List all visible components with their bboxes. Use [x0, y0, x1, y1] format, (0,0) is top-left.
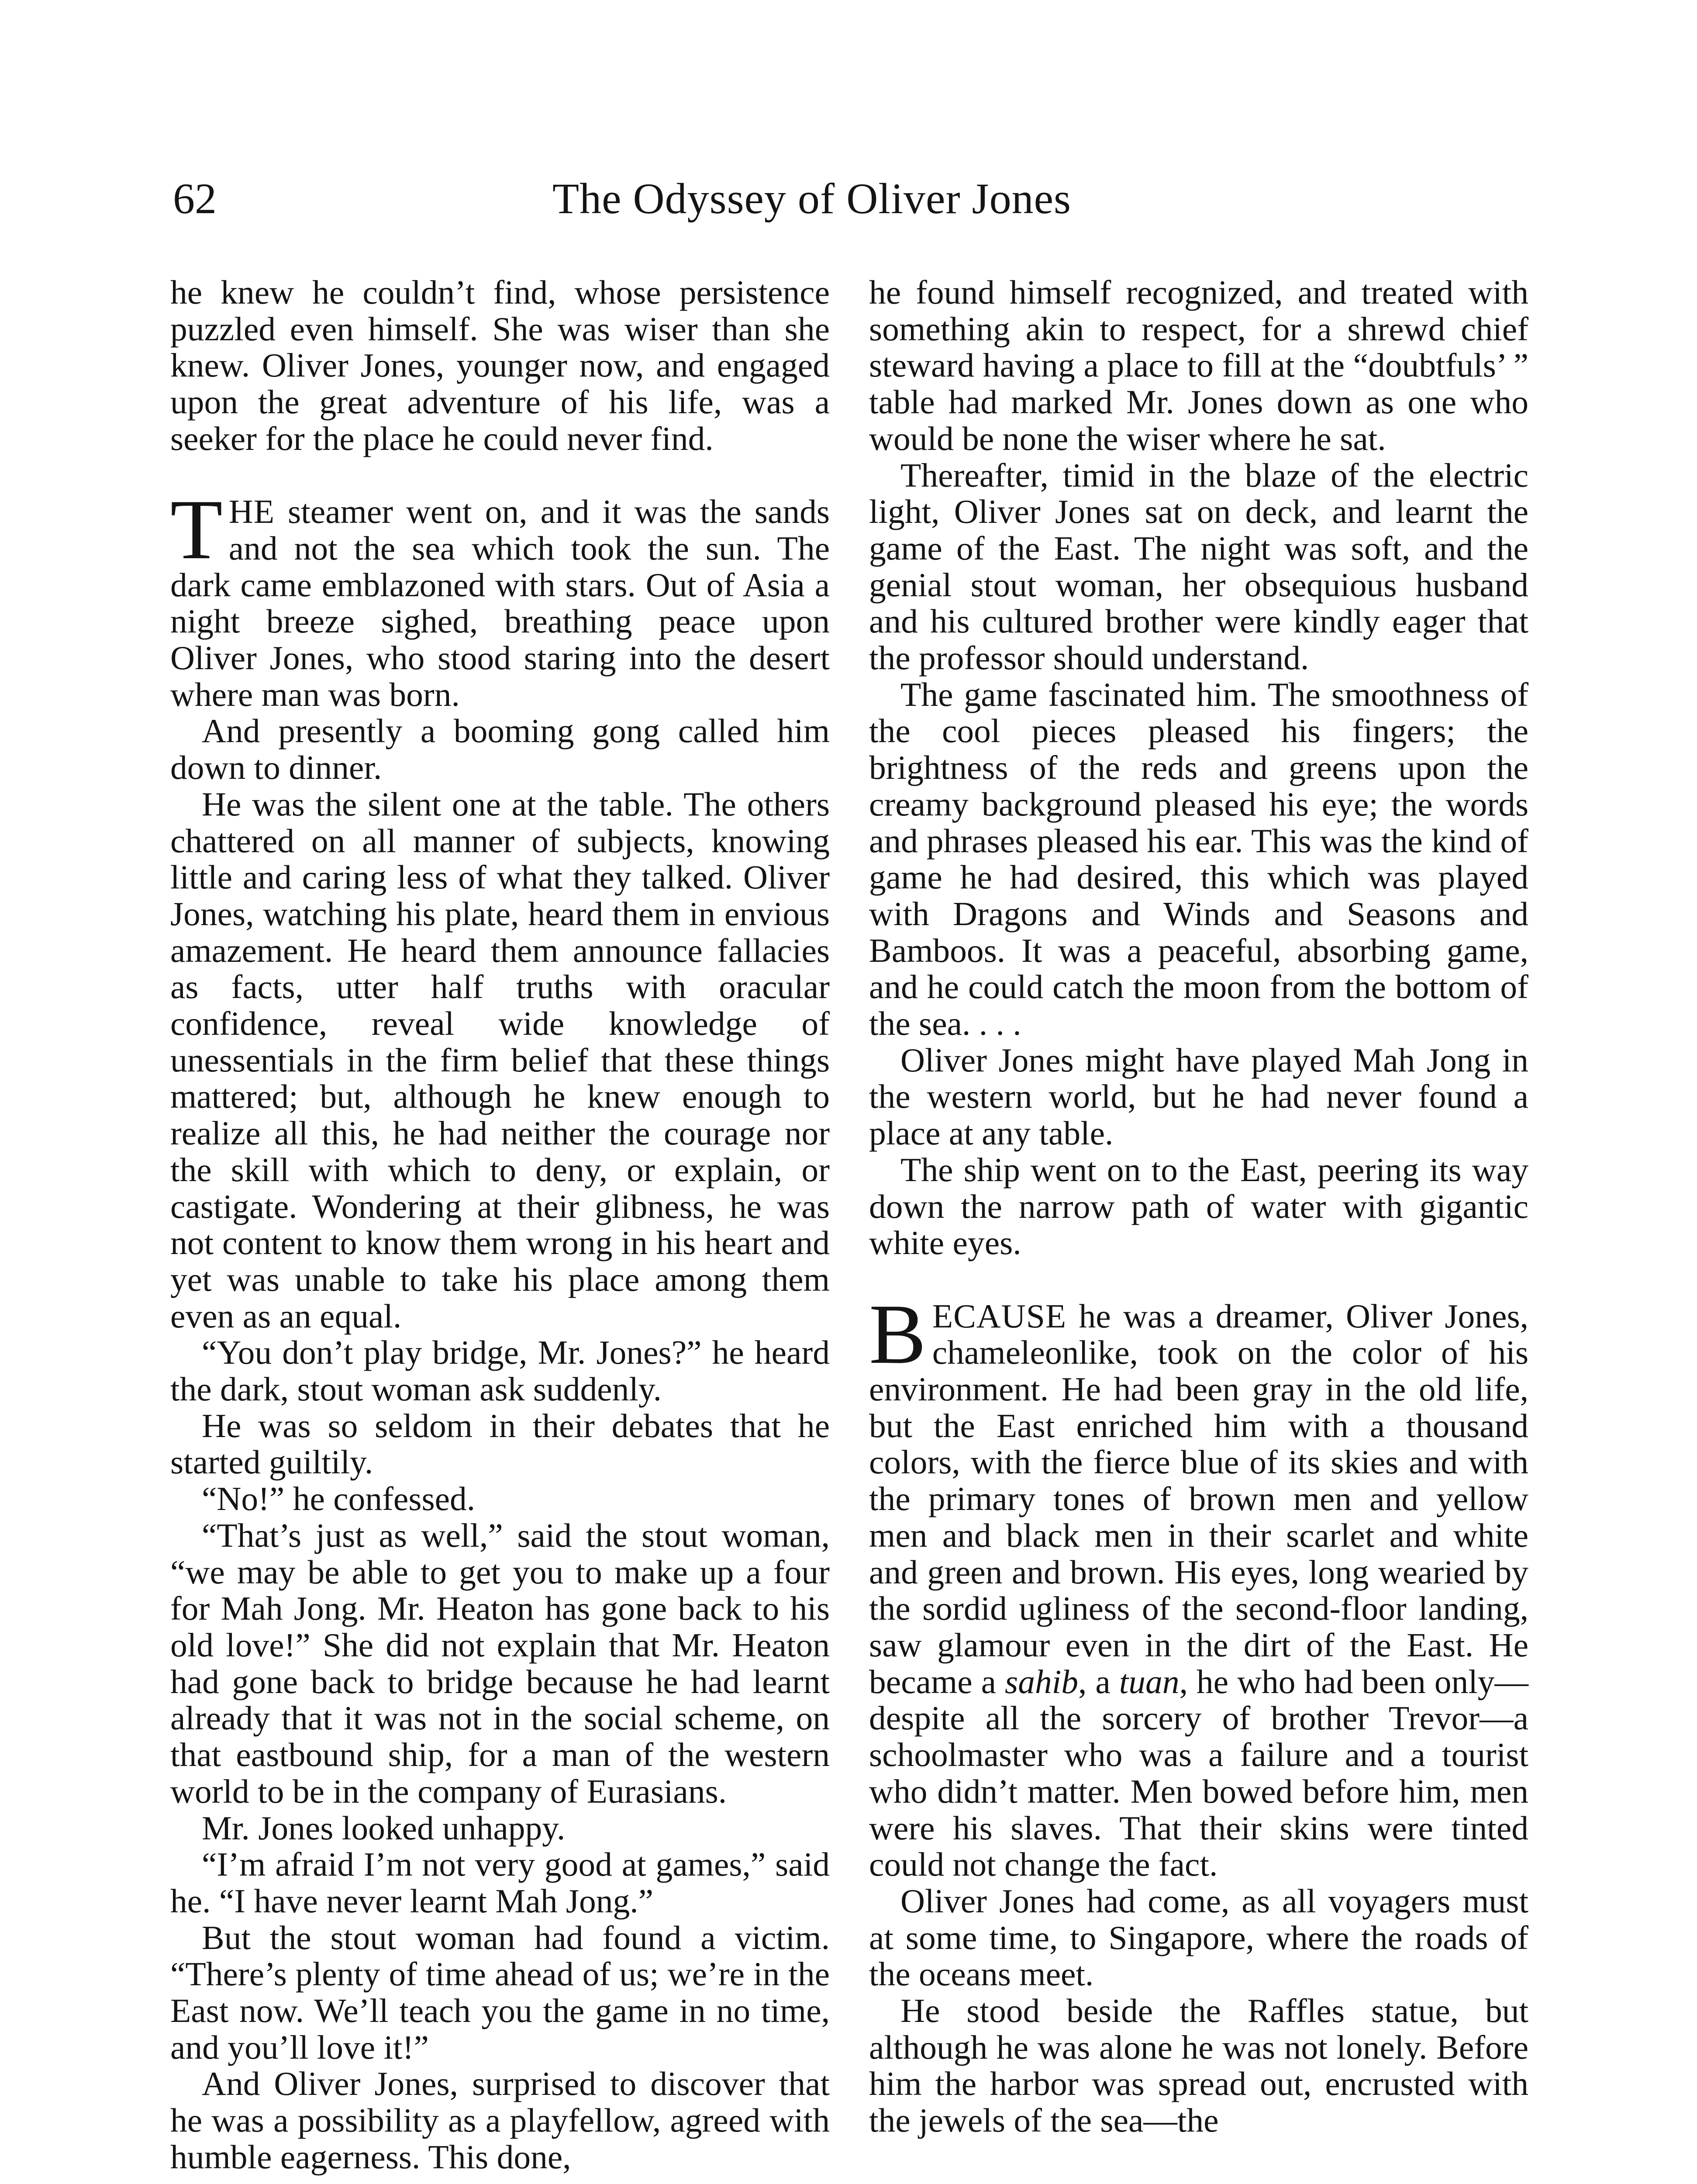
paragraph-text: he was a dreamer, Oliver Jones, chameleonlike, took on the color of his environment. He had been gray in the old life, but the East enriched him with a thousand colors, with the fierce blue of its skies and with the primary tones of brown men and yellow men and black men in their scarlet and white and green and brown. His eyes, long wearied by the sordid ugliness of the second-floor landing, saw glamour even in the dirt of the East. He became a: [869, 1297, 1528, 1700]
left-column: [170, 274, 830, 2176]
section-paragraph: [170, 482, 830, 713]
drop-cap: B: [869, 1286, 926, 1382]
running-title: The Odyssey of Oliver Jones: [552, 174, 1071, 223]
paragraph: Oliver Jones might have played Mah Jong in the western world, but he had never found a place at any table.: [869, 1041, 1528, 1152]
paragraph: He was the silent one at the table. The others chattered on all manner of subjects, knowing little and caring less of what they talked. Oliver Jones, watching his plate, heard them in envious amazement. He heard them announce fallacies as facts, utter half truths with oracular confidence, reveal wide knowledge of unessentials in the firm belief that these things mattered; but, although he knew enough to realize all this, he had neither the courage nor the skill with which to deny, or explain, or castigate. Wondering at their glibness, he was not content to know them wrong in his heart and yet was unable to take his place among them even as an equal.: [170, 785, 830, 1335]
paragraph: “No!” he confessed.: [202, 1480, 476, 1518]
paragraph: And Oliver Jones, surprised to discover that he was a possibility as a playfellow, agreed with humble eagerness. This done,: [170, 2065, 830, 2176]
paragraph: “You don’t play bridge, Mr. Jones?” he heard the dark, stout woman ask suddenly.: [170, 1334, 830, 1408]
italic-word: sahib: [1005, 1662, 1078, 1700]
paragraph: And presently a booming gong called him down to dinner.: [170, 712, 830, 787]
paragraph: “That’s just as well,” said the stout woman, “we may be able to get you to make up a four for Mah Jong. Mr. Heaton has gone back to his old love!” She did not explain that Mr. Heaton had gone back to bridge because he had learnt already that it was not in the social scheme, on that eastbound ship, for a man of the western world to be in the company of Eurasians.: [170, 1516, 830, 1810]
right-column: [869, 274, 1528, 2139]
page-number: 62: [173, 174, 217, 223]
paragraph: But the stout woman had found a victim. “There’s plenty of time ahead of us; we’re in the East now. We’ll teach you the game in no time, and you’ll love it!”: [170, 1918, 830, 2066]
paragraph: he knew he couldn’t find, whose persistence puzzled even himself. She was wiser than she knew. Oliver Jones, younger now, and engaged upon the great adventure of his life, was a seeker for the place he could never find.: [170, 273, 830, 457]
paragraph: Mr. Jones looked unhappy.: [202, 1809, 566, 1847]
drop-cap: T: [170, 482, 223, 577]
paragraph-text: steamer went on, and it was the sands and not the sea which took the sun. The dark came emblazoned with stars. Out of Asia a night breeze sighed, breathing peace upon Oliver Jones, who stood staring into the desert where man was born.: [170, 493, 830, 713]
paragraph: “I’m afraid I’m not very good at games,” said he. “I have never learnt Mah Jong.”: [170, 1845, 830, 1920]
italic-word: tuan: [1119, 1662, 1180, 1700]
paragraph: He was so seldom in their debates that he started guiltily.: [170, 1406, 830, 1481]
paragraph-text: , he who had been only—despite all the sorcery of brother Trevor—a schoolmaster who was a failure and a tourist who didn’t matter. Men bowed before him, men were his slaves. That their skins were tinted could not change the fact.: [869, 1662, 1529, 1883]
paragraph: Thereafter, timid in the blaze of the electric light, Oliver Jones sat on deck, and learnt the game of the East. The night was soft, and the genial stout woman, her obsequious husband and his cultured brother were kindly eager that the professor should understand.: [869, 456, 1528, 677]
section-paragraph: [869, 1286, 1529, 1883]
paragraph: The game fascinated him. The smoothness of the cool pieces pleased his fingers; the brightness of the reds and greens upon the creamy background pleased his eye; the words and phrases pleased his ear. This was the kind of game he had desired, this which was played with Dragons and Winds and Seasons and Bamboos. It was a peaceful, absorbing game, and he could catch the moon from the bottom of the sea. . . .: [869, 675, 1528, 1043]
paragraph-text: , a: [1078, 1662, 1119, 1700]
paragraph: he found himself recognized, and treated with something akin to respect, for a shrewd chief steward having a place to fill at the “doubtfuls’ ” table had marked Mr. Jones down as one who would be none the wiser where he sat.: [869, 273, 1528, 457]
paragraph: Oliver Jones had come, as all voyagers must at some time, to Singapore, where the roads of the oceans meet.: [869, 1882, 1528, 1993]
paragraph: The ship went on to the East, peering its way down the narrow path of water with gigantic white eyes.: [869, 1151, 1528, 1262]
paragraph: He stood beside the Raffles statue, but although he was alone he was not lonely. Before him the harbor was spread out, encrusted with the jewels of the sea—the: [869, 1992, 1528, 2139]
small-caps-lead: HE: [228, 493, 275, 531]
small-caps-lead: ECAUSE: [932, 1297, 1067, 1335]
